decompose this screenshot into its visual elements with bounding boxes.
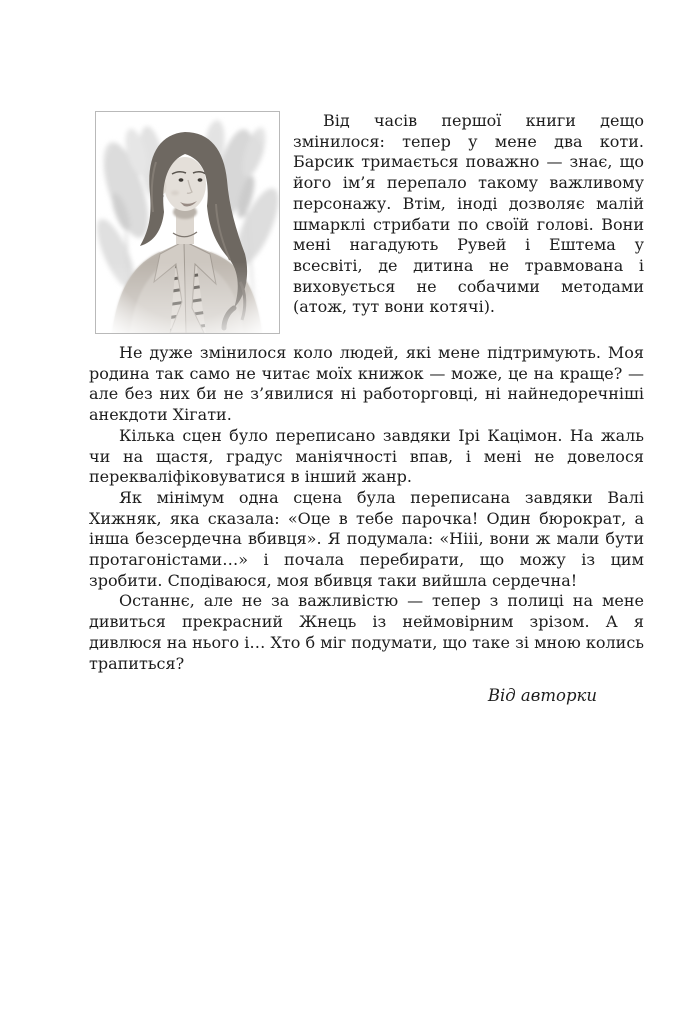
- author-signature: Від авторки: [487, 686, 597, 706]
- author-portrait-image: [96, 112, 279, 333]
- paragraph-protagonists: Як мінімум одна сцена була переписана завдяки Валі Хижняк, яка сказала: «Оце в тебе парочка! Один бюрократ, а інша безсердечна вбивця». Я подумала: «Нііі, вони ж мали бути протагоністами…» і почала перебирати, що можу із цим зробити. Сподіваюся, моя вбивця таки вийшла сердечна!: [89, 487, 644, 590]
- paragraph-rewritten-scenes: Кілька сцен було переписано завдяки Ірі Кацімон. На жаль чи на щастя, градус маніячності впав, і мені не довелося перекваліфіковуватися в інший жанр.: [89, 425, 644, 487]
- paragraph-intro-cats: Від часів першої книги дещо змінилося: тепер у мене два коти. Барсик тримається поважно — знає, що його ім’я перепало такому важливому персонажу. Втім, іноді дозволяє малій шмарклі стрибати по своїй голові. Вони мені нагадують Рувей і Ештема у всесвіті, де дитина не травмована і виховується не собачими методами (атож, тут вони котячі).: [293, 111, 644, 317]
- paragraph-family: Не дуже змінилося коло людей, які мене підтримують. Моя родина так само не читає моїх книжок — може, це на краще? — але без них би не з’явилися ні работорговці, ні найнедоречніші анекдоти Хігати.: [89, 343, 644, 425]
- page-text-block: [89, 111, 644, 706]
- paragraph-reaper: Останнє, але не за важливістю — тепер з полиці на мене дивиться прекрасний Жнець із неймовірним зрізом. А я дивлюся на нього і… Хто б міг подумати, що таке зі мною колись трапиться?: [89, 591, 644, 673]
- author-photo: [95, 111, 280, 334]
